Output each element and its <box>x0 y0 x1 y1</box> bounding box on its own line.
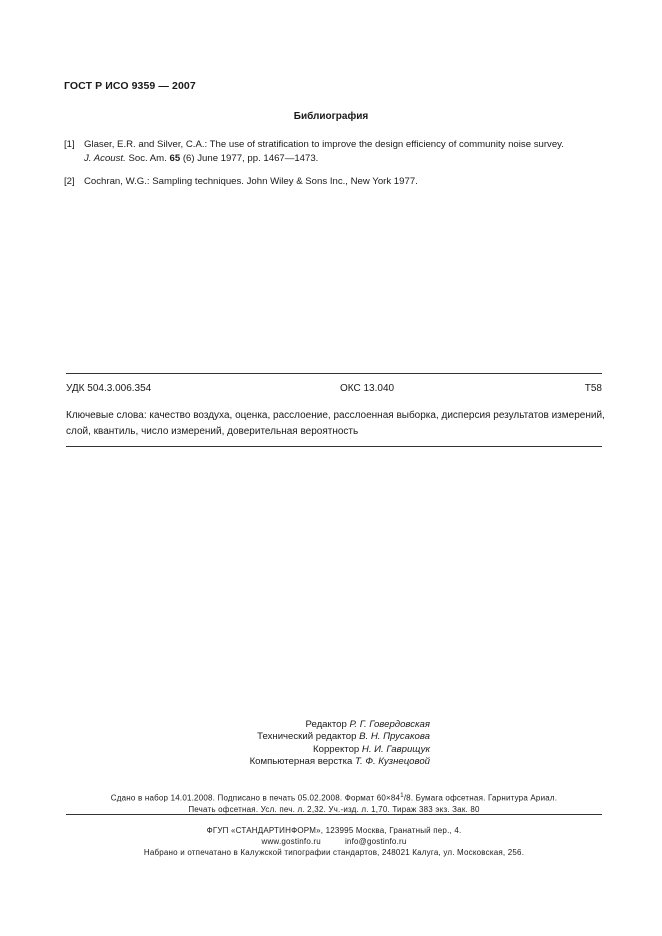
reference-volume: 65 <box>169 153 181 164</box>
credit-tech-editor: Технический редактор В. Н. Прусакова <box>257 731 430 743</box>
publication-line-1: Сдано в набор 14.01.2008. Подписано в печать 05.02.2008. Формат $60\times 84^1/8$. Бумага офсетная. Гарнитура Ариал. <box>110 793 558 803</box>
oks-code: ОКС 13.040 <box>340 383 395 394</box>
printer-typography: Набрано и отпечатано в Калужской типографии стандартов, 248021 Калуга, ул. Московская, 256. <box>143 848 525 857</box>
udk-code: УДК 504.3.006.354 <box>66 383 152 394</box>
printer-contacts <box>66 836 602 847</box>
divider-publication <box>66 814 602 815</box>
divider-bottom <box>66 446 602 447</box>
printer-web: www.gostinfo.ru <box>261 837 321 846</box>
printer-info <box>66 825 602 858</box>
reference-journal-rest: Soc. Am. <box>128 153 167 164</box>
editorial-credits <box>200 719 430 769</box>
reference-number: [2] <box>64 176 75 187</box>
keywords: Ключевые слова: качество воздуха, оценка, расслоение, расслоенная выборка, дисперсия результатов измерений, слой, квантиль, число измерений, доверительная вероятность <box>66 410 605 437</box>
reference-authors-title: Glaser, E.R. and Silver, C.A.: The use of stratification to improve the design efficiency of community noise survey. <box>84 139 564 150</box>
publication-info <box>66 791 602 815</box>
credit-corrector: Корректор Н. И. Гаврищук <box>313 743 430 755</box>
reference-details: (6) June 1977, pp. 1467—1473. <box>182 153 319 164</box>
printer-address: ФГУП «СТАНДАРТИНФОРМ», 123995 Москва, Гранатный пер., 4. <box>206 826 462 835</box>
credit-layout: Компьютерная верстка Т. Ф. Кузнецовой <box>249 756 430 768</box>
printer-email: info@gostinfo.ru <box>344 837 407 846</box>
reference-journal: J. Acoust. <box>84 153 126 164</box>
publication-line-2: Печать офсетная. Усл. печ. л. 2,32. Уч.-изд. л. 1,70. Тираж 383 экз. Зак. 80 <box>188 804 480 814</box>
document-id: ГОСТ Р ИСО 9359 — 2007 <box>64 80 196 92</box>
reference-text <box>84 138 604 166</box>
reference-item <box>64 138 604 166</box>
group-code: Т58 <box>584 383 602 394</box>
divider-top <box>66 373 602 374</box>
credit-editor: Редактор Р. Г. Говердовская <box>305 719 430 730</box>
reference-text: Cochran, W.G.: Sampling techniques. John Wiley & Sons Inc., New York 1977. <box>84 176 418 187</box>
reference-item <box>64 175 604 189</box>
bibliography-title: Библиография <box>293 111 369 122</box>
reference-number: [1] <box>64 139 75 150</box>
